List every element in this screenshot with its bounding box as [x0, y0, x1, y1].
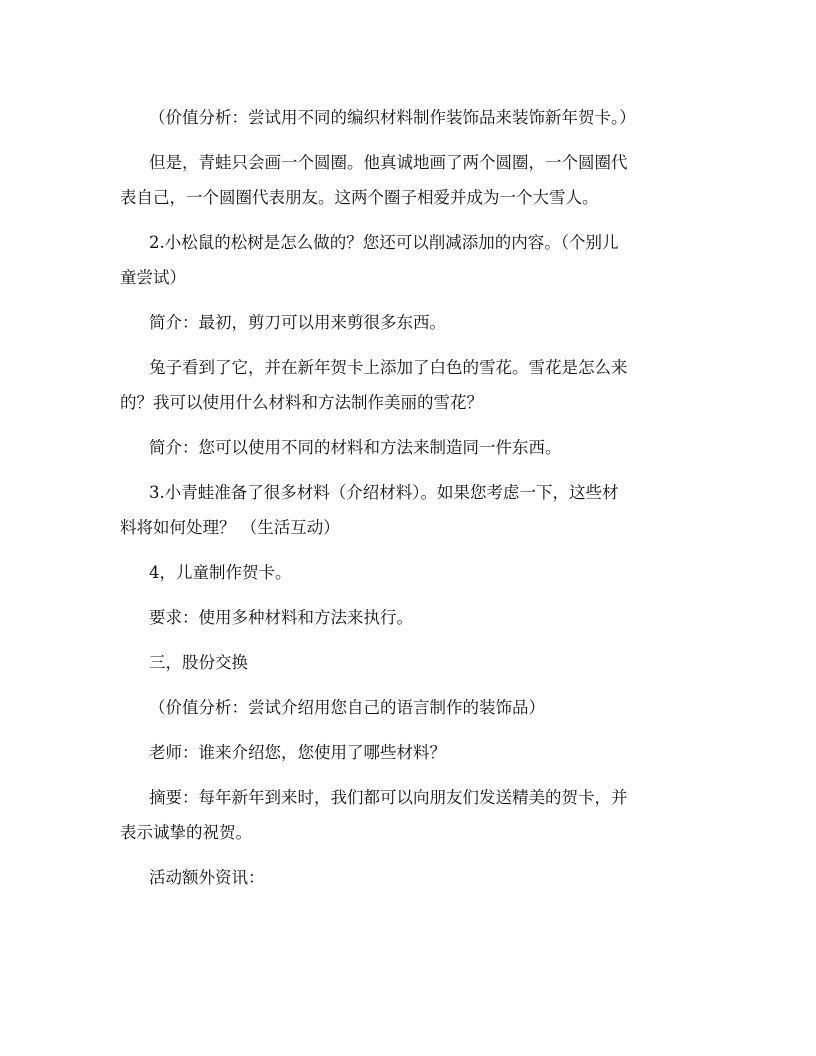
text-line: 摘要：每年新年到来时，我们都可以向朋友们发送精美的贺卡，并: [149, 788, 628, 807]
text-line: 2.小松鼠的松树是怎么做的？您还可以削减添加的内容。（个别儿: [149, 233, 619, 252]
paragraph-extra-info: [120, 860, 700, 895]
paragraph-rabbit-snowflakes: [120, 350, 700, 420]
paragraph-intro-scissors: [120, 305, 700, 340]
text-line: 兔子看到了它，并在新年贺卡上添加了白色的雪花。雪花是怎么来: [149, 358, 628, 377]
text-line: 简介：您可以使用不同的材料和方法来制造同一件东西。: [149, 438, 562, 457]
text-line: （价值分析：尝试用不同的编织材料制作装饰品来装饰新年贺卡。）: [149, 108, 636, 127]
section-heading-exchange: [120, 645, 700, 680]
text-line: 4，儿童制作贺卡。: [149, 563, 292, 582]
text-line: 料将如何处理？ （生活互动）: [120, 518, 340, 537]
text-line: 的？我可以使用什么材料和方法制作美丽的雪花？: [120, 393, 483, 412]
text-line: 活动额外资讯：: [149, 868, 265, 887]
paragraph-teacher-question: [120, 735, 700, 770]
paragraph-frog-circles: [120, 145, 700, 215]
text-line: 简介：最初，剪刀可以用来剪很多东西。: [149, 313, 446, 332]
text-line: 表自己，一个圆圈代表朋友。这两个圈子相爱并成为一个大雪人。: [120, 188, 599, 207]
paragraph-squirrel-pine: [120, 225, 700, 295]
paragraph-value-analysis-2: [120, 690, 700, 725]
document-body: [120, 100, 700, 895]
text-line: （价值分析：尝试介绍用您自己的语言制作的装饰品）: [149, 698, 545, 717]
paragraph-intro-methods: [120, 430, 700, 465]
paragraph-value-analysis-1: [120, 100, 700, 135]
text-line: 但是，青蛙只会画一个圆圈。他真诚地画了两个圆圈，一个圆圈代: [149, 153, 628, 172]
text-line: 三，股份交换: [149, 653, 248, 672]
paragraph-summary: [120, 780, 700, 850]
paragraph-frog-materials: [120, 475, 700, 545]
text-line: 童尝试）: [120, 268, 186, 287]
text-line: 3.小青蛙准备了很多材料（介绍材料）。如果您考虑一下，这些材: [149, 483, 619, 502]
paragraph-requirements: [120, 600, 700, 635]
paragraph-children-make-cards: [120, 555, 700, 590]
text-line: 表示诚挚的祝贺。: [120, 823, 252, 842]
text-line: 老师：谁来介绍您，您使用了哪些材料？: [149, 743, 446, 762]
text-line: 要求：使用多种材料和方法来执行。: [149, 608, 413, 627]
